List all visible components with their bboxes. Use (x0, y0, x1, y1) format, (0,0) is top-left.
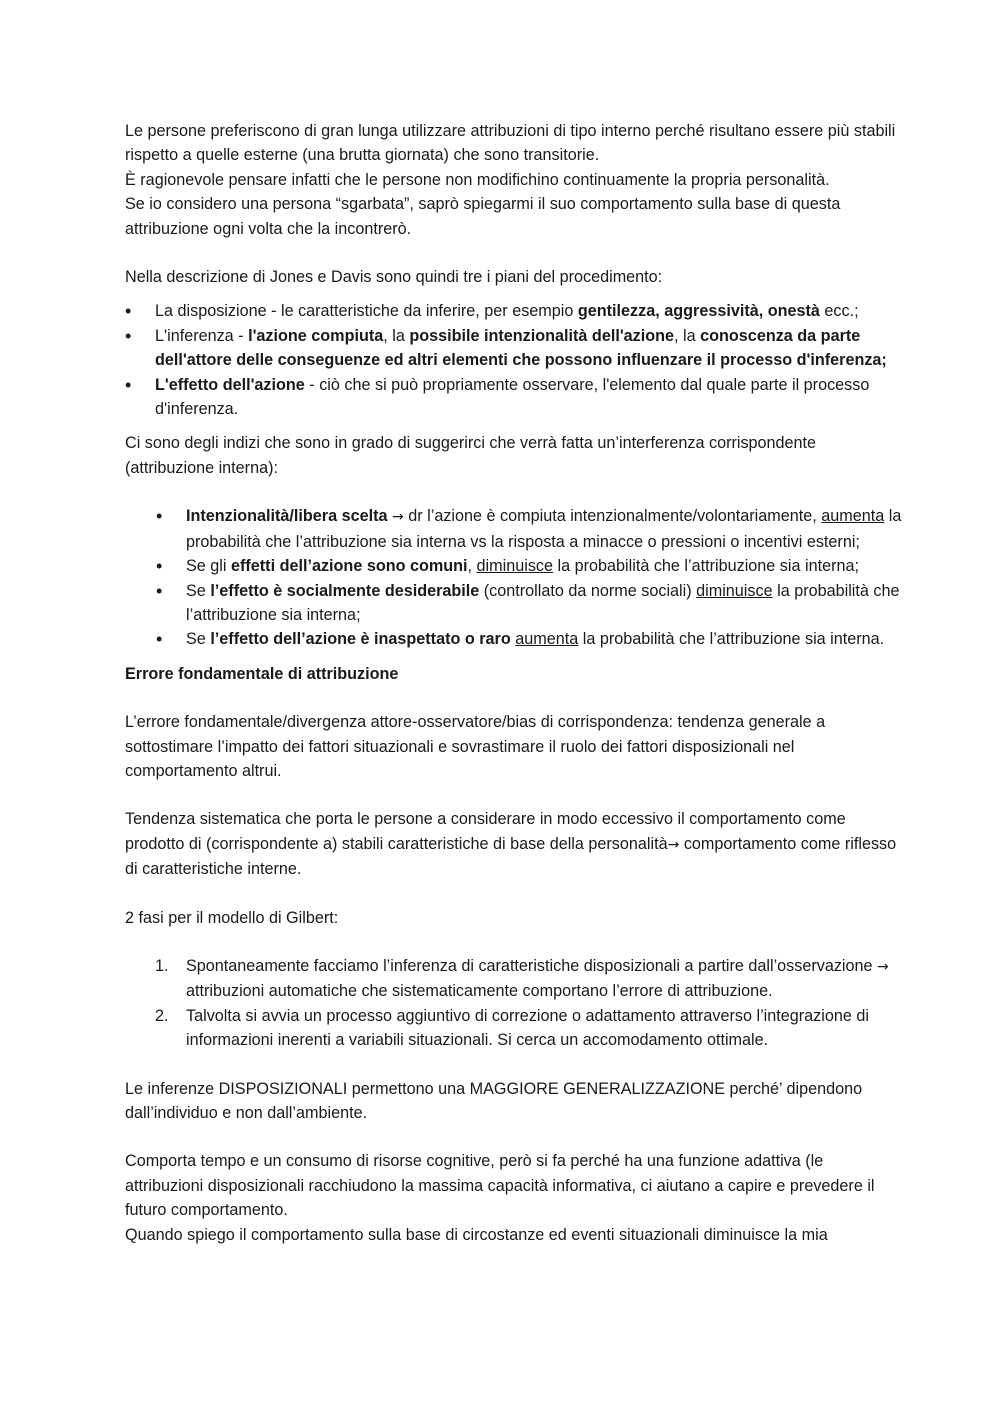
list-item (155, 954, 905, 1004)
item-text: ecc.; (819, 302, 859, 321)
list-item (186, 627, 905, 651)
item-text: Se (186, 581, 211, 600)
item-bold: gentilezza, aggressività, onestà (577, 302, 820, 321)
item-text: Spontaneamente facciamo l’inferenza di caratteristiche disposizionali a partire dall’osservazione (186, 956, 878, 975)
item-bold: l'azione compiuta (248, 326, 384, 345)
list-item (186, 554, 905, 578)
paragraph-tendenza-sistematica (125, 807, 905, 881)
item-text: Se (186, 630, 211, 649)
paragraph-personalita: È ragionevole pensare infatti che le persone non modifichino continuamente la propria personalità. (125, 170, 830, 189)
document-body (125, 119, 905, 1247)
item-text: attribuzioni automatiche che sistematicamente comportano l’errore di attribuzione. (186, 982, 773, 1001)
item-underlined: diminuisce (476, 557, 554, 576)
item-text: Se gli (186, 557, 231, 576)
arrow-right-icon: → (392, 509, 404, 526)
item-bold: possibile intenzionalità dell'azione (409, 326, 675, 345)
list-item (186, 504, 905, 554)
list-number: 1. (155, 956, 169, 975)
item-text: la probabilità che l’attribuzione sia interna. (578, 630, 885, 649)
list-item (186, 579, 905, 628)
item-text: , la (674, 326, 701, 345)
item-text: , la (383, 326, 410, 345)
indizi-list (125, 504, 905, 651)
gilbert-list (125, 954, 905, 1053)
paragraph-gilbert-intro: 2 fasi per il modello di Gilbert: (125, 908, 339, 927)
section-heading: Errore fondamentale di attribuzione (125, 664, 399, 683)
item-text: la probabilità che l’attribuzione sia interna; (186, 581, 900, 624)
item-bold: effetti dell’azione sono comuni (231, 557, 468, 576)
jones-davis-list (125, 299, 905, 421)
item-bold: L'effetto dell'azione (155, 375, 305, 394)
arrow-right-icon: → (877, 958, 889, 975)
paragraph-errore-fondamentale: L’errore fondamentale/divergenza attore-osservatore/bias di corrispondenza: tendenza generale a sottostimare l’impatto dei fattori situazionali e sovrastimare il ruolo dei fattori disposizionali nel comportamento altrui. (125, 713, 826, 780)
paragraph-sgarbata: Se io considero una persona “sgarbata”, saprò spiegarmi il suo comportamento sulla base di questa attribuzione ogni volta che la incontrerò. (125, 195, 841, 238)
paragraph-attribuzioni-interne: Le persone preferiscono di gran lunga utilizzare attribuzioni di tipo interno perché risultano essere più stabili rispetto a quelle esterne (una brutta giornata) che sono transitorie. (125, 122, 896, 165)
list-item (125, 299, 905, 323)
item-bold: l’effetto dell’azione è inaspettato o raro (210, 630, 511, 649)
item-bold: Intenzionalità/libera scelta (186, 507, 388, 526)
paragraph-text: Tendenza sistematica che porta le persone a considerare in modo eccessivo il comportamento come prodotto di (corrispondente a) stabili caratteristiche di base della personalità (125, 810, 846, 853)
list-item (155, 1004, 905, 1053)
item-text: L'inferenza - (155, 326, 249, 345)
item-text: dr l’azione è compiuta intenzionalmente/volontariamente, (403, 507, 822, 526)
item-text: (controllato da norme sociali) (479, 581, 697, 600)
paragraph-inferenze-disposizionali: Le inferenze DISPOSIZIONALI permettono una MAGGIORE GENERALIZZAZIONE perché’ dipendono dall’individuo e non dall’ambiente. (125, 1079, 863, 1122)
item-underlined: aumenta (515, 630, 579, 649)
list-item (125, 324, 905, 373)
list-number: 2. (155, 1006, 169, 1025)
item-text: la probabilità che l’attribuzione sia interna; (553, 557, 859, 576)
item-text: , (467, 557, 477, 576)
arrow-right-icon: → (667, 836, 680, 853)
item-underlined: diminuisce (696, 581, 773, 600)
paragraph-circostanze: Quando spiego il comportamento sulla base di circostanze ed eventi situazionali diminuisce la mia (125, 1225, 828, 1244)
paragraph-funzione-adattiva: Comporta tempo e un consumo di risorse cognitive, però si fa perché ha una funzione adattiva (le attribuzioni disposizionali racchiudono la massima capacità informativa, ci aiutano a capire e prevedere il futuro comportamento. (125, 1152, 875, 1220)
item-text: Talvolta si avvia un processo aggiuntivo di correzione o adattamento attraverso l’integrazione di informazioni inerenti a variabili situazionali. Si cerca un accomodamento ottimale. (186, 1006, 869, 1050)
list-item (125, 373, 905, 422)
item-text: la probabilità che l’attribuzione sia interna vs la risposta a minacce o pressioni o incentivi esterni; (186, 507, 902, 551)
paragraph-jones-davis: Nella descrizione di Jones e Davis sono quindi tre i piani del procedimento: (125, 268, 663, 287)
paragraph-text: comportamento come riflesso di caratteristiche interne. (125, 834, 897, 879)
item-text: - ciò che si può propriamente osservare, l'elemento dal quale parte il processo d'inferenza. (155, 375, 870, 419)
item-underlined: aumenta (821, 507, 885, 526)
item-bold: conoscenza da parte dell'attore delle conseguenze ed altri elementi che possono influenzare il processo d'inferenza; (155, 326, 887, 370)
paragraph-indizi-intro: Ci sono degli indizi che sono in grado di suggerirci che verrà fatta un’interferenza corrispondente (attribuzione interna): (125, 434, 817, 477)
item-bold: l’effetto è socialmente desiderabile (210, 581, 480, 600)
item-text: La disposizione - le caratteristiche da inferire, per esempio (155, 302, 578, 321)
